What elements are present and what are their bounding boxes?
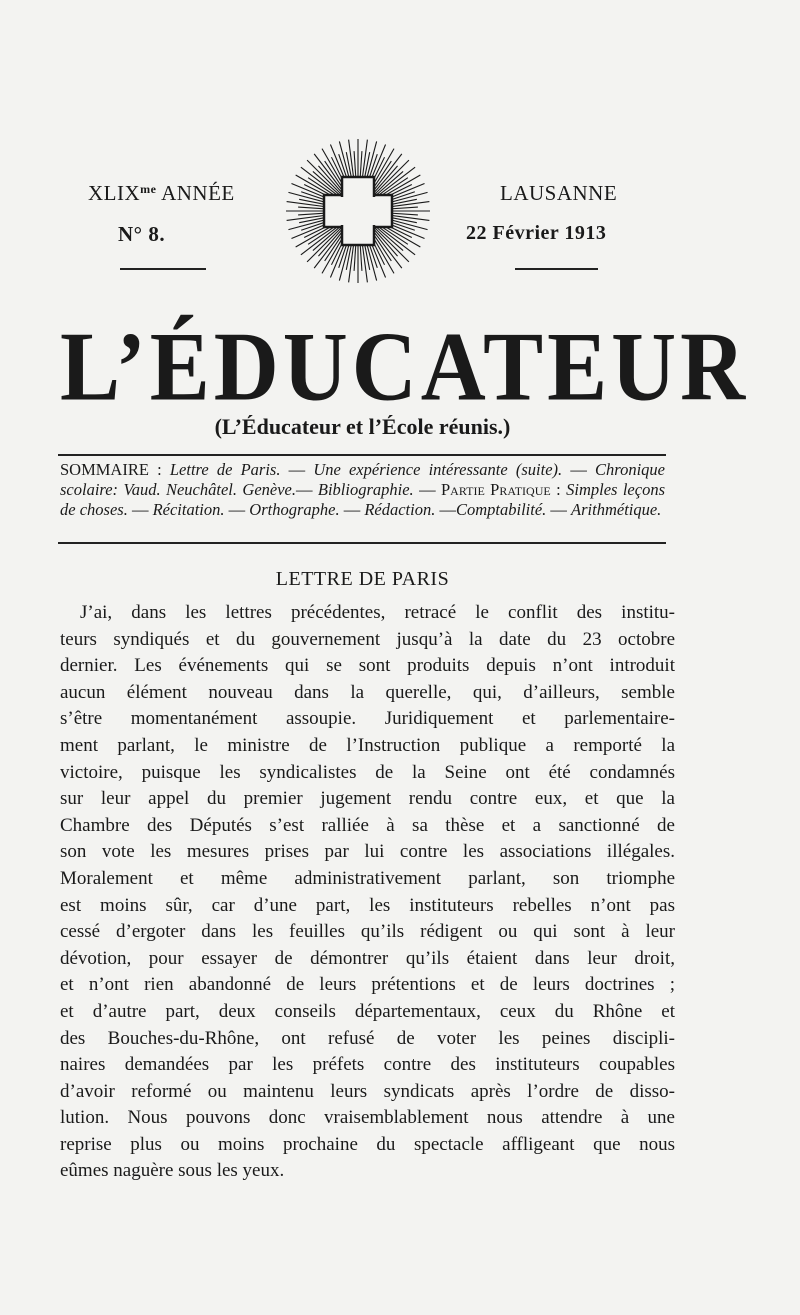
toc-item: Comptabilité.: [455, 500, 547, 519]
article-title: LETTRE DE PARIS: [275, 568, 450, 590]
toc-item: Simples leçons de choses.: [60, 480, 665, 519]
body-line: reprise plus ou moins prochaine du spectacle affligeant que nous: [60, 1133, 675, 1155]
body-line: Chambre des Députés s’est ralliée à sa thèse et a sanctionné de: [60, 814, 675, 836]
toc-item: Chronique scolaire: Vaud. Neuchâtel. Genève.: [60, 460, 665, 499]
body-line: dernier. Les événements qui se sont produits depuis n’ont introduit: [60, 655, 675, 677]
masthead-subtitle: (L’Éducateur et l’École réunis.): [214, 414, 511, 439]
header-rule-right: [515, 268, 598, 270]
toc-item: Arithmétique.: [571, 500, 662, 519]
swiss-cross-sunburst-icon: [283, 136, 433, 286]
summary-rule-top: [58, 454, 666, 456]
body-line: ment parlant, le ministre de l’Instruction publique a remporté la: [60, 734, 675, 756]
body-line: sur leur appel du premier jugement rendu contre eux, et que la: [60, 788, 675, 810]
body-line: victoire, puisque les syndicalistes de la Seine ont été condamnés: [60, 761, 675, 783]
issue-number: N° 8.: [118, 222, 166, 246]
toc-item: Récitation.: [152, 500, 225, 519]
issue-date: 22 Février 1913: [466, 222, 607, 244]
summary-label: SOMMAIRE :: [60, 460, 170, 479]
body-line: des Bouches-du-Rhône, ont refusé de voter les peines discipli-: [60, 1027, 675, 1049]
article-body: [60, 600, 675, 1185]
body-line: son vote les mesures prises par lui contre les associations illégales.: [60, 841, 675, 863]
body-line: aucun élément nouveau dans la querelle, qui, d’ailleurs, semble: [60, 681, 675, 703]
body-line: cessé d’ergoter dans les feuilles qu’ils rédigent ou qui sont à leur: [60, 921, 675, 943]
body-line: eûmes naguère sous les yeux.: [60, 1160, 285, 1182]
body-line: d’avoir reformé ou maintenu leurs syndicats après l’ordre de disso-: [60, 1080, 675, 1102]
city: LAUSANNE: [500, 181, 618, 205]
body-line: et d’autre part, deux conseils départementaux, ceux du Rhône et: [60, 1000, 675, 1022]
toc-item: Orthographe.: [249, 500, 340, 519]
body-line: teurs syndiqués et du gouvernement jusqu’à la date du 23 octobre: [60, 628, 675, 650]
body-line: est moins sûr, car d’une part, les instituteurs rebelles n’ont pas: [60, 894, 675, 916]
sunburst-ray: [307, 160, 344, 197]
table-of-contents: SOMMAIRE : Lettre de Paris. — Une expérience intéressante (suite). — Chronique scolaire: Vaud. Neuchâtel. Genève.— Bibliographie. — Partie Pratique : Simples leçons de choses. — Récitation. — Orthographe. — Rédaction. —Comptabilité. — Arithmétique.: [60, 460, 665, 519]
body-line: s’être momentanément assoupie. Juridiquement et parlementaire-: [60, 708, 675, 730]
body-line: et n’ont rien abandonné de leurs prétentions et de leurs doctrines ;: [60, 974, 675, 996]
sunburst-ray: [372, 160, 409, 197]
toc-item: Une expérience intéressante (suite).: [313, 460, 563, 479]
toc-item: Bibliographie.: [317, 480, 414, 499]
body-line: J’ai, dans les lettres précédentes, retracé le conflit des institu-: [80, 602, 675, 623]
body-line: lution. Nous pouvons donc vraisemblablement nous attendre à une: [60, 1107, 675, 1129]
sunburst-ray: [372, 225, 409, 262]
sunburst-ray: [307, 225, 344, 262]
header-rule-left: [120, 268, 206, 270]
body-line: naires demandées par les préfets contre des instituteurs coupables: [60, 1054, 675, 1076]
summary-rule-bottom: [58, 542, 666, 544]
masthead-title: L’ÉDUCATEUR: [60, 312, 750, 422]
toc-item: Lettre de Paris.: [169, 460, 281, 479]
toc-section: Partie Pratique: [441, 480, 551, 499]
body-line: Moralement et même administrativement parlant, son triomphe: [60, 867, 675, 889]
toc-item: Rédaction.: [364, 500, 436, 519]
volume-year: $XLIX^{me}$ ANNÉE: [88, 181, 235, 205]
body-line: dévotion, pour essayer de démontrer qu’ils étaient dans leur droit,: [60, 947, 675, 969]
